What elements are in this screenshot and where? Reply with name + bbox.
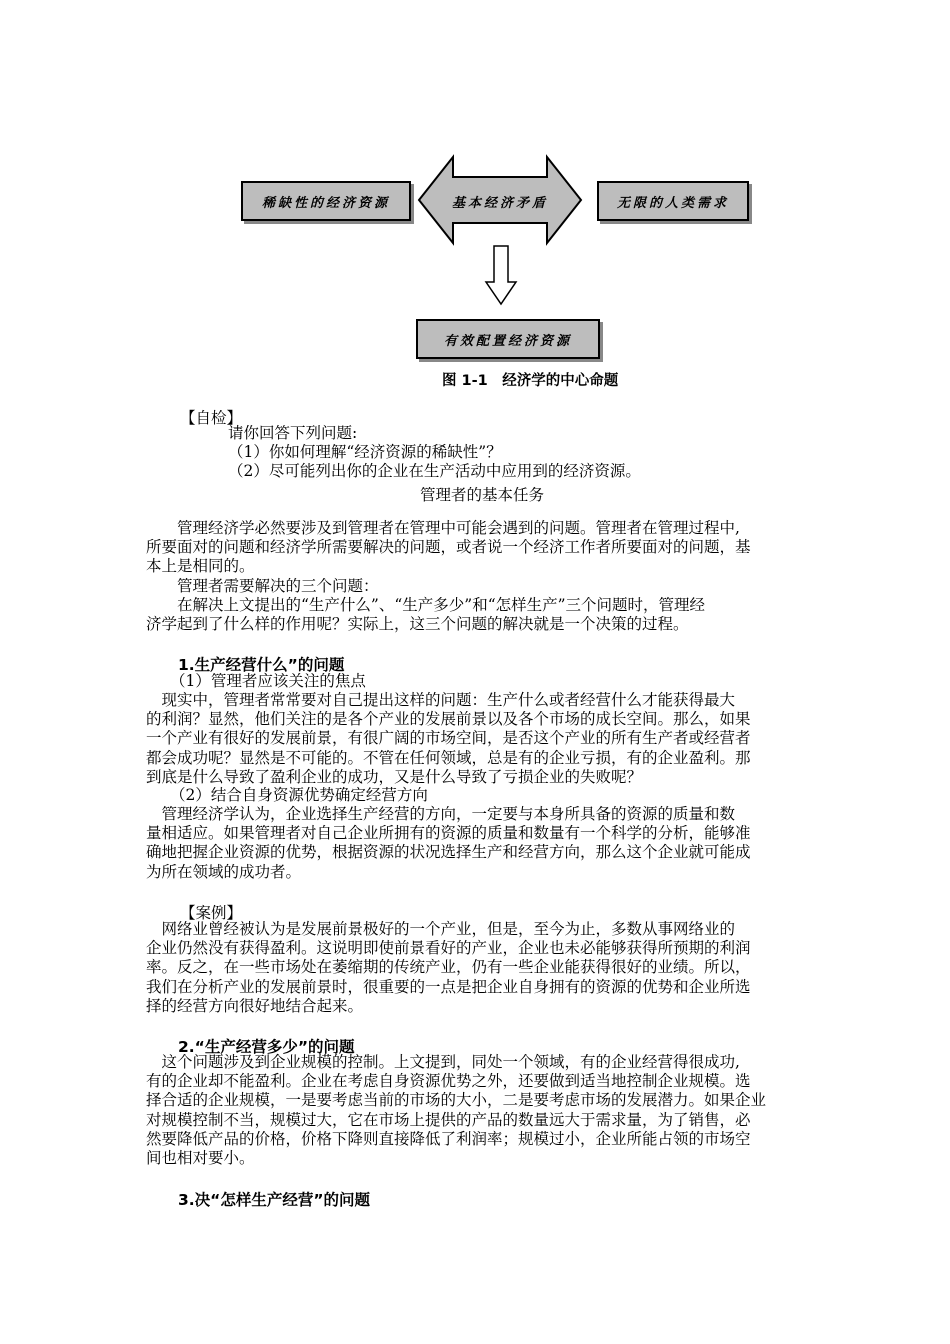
h1-paragraph-2 [146, 805, 806, 882]
basic-contradiction-label: 基本经济矛盾 [451, 196, 548, 211]
heading-1: 1.生产经营什么”的问题 [178, 656, 345, 674]
text-line: 现实中，管理者常常要对自己提出这样的问题：生产什么或者经营什么才能获得最大 [146, 691, 736, 709]
text-line: 的利润？显然，他们关注的是各个产业的发展前景以及各个市场的成长空间。那么，如果 [146, 710, 751, 729]
text-line: 本上是相同的。 [146, 557, 255, 576]
text-line: 济学起到了什么样的作用呢？实际上，这三个问题的解决就是一个决策的过程。 [146, 615, 689, 634]
text-line: 择合适的企业规模，一是要考虑当前的市场的大小，二是要考虑市场的发展潜力。如果企业 [146, 1091, 767, 1110]
unlimited-needs-box [597, 181, 749, 221]
h1-subheading-1: （1）管理者应该关注的焦点 [170, 672, 366, 690]
unlimited-needs-label: 无限的人类需求 [616, 195, 729, 211]
text-line: 在解决上文提出的“生产什么”、“生产多少”和“怎样生产”三个问题时，管理经 [146, 595, 706, 614]
text-line: 择的经营方向很好地结合起来。 [146, 996, 364, 1015]
allocate-resources-box [416, 319, 600, 359]
text-line: 网络业曾经被认为是发展前景极好的一个产业，但是，至今为止，多数从事网络业的 [146, 920, 736, 938]
text-line: 管理者需要解决的三个问题： [146, 576, 379, 595]
section-title: 管理者的基本任务 [420, 486, 545, 504]
text-line: 一个产业有很好的发展前景，有很广阔的市场空间，是否这个产业的所有生产者或经营者 [146, 729, 751, 748]
text-line: 对规模控制不当，规模过大，它在市场上提供的产品的数量远大于需求量，为了销售，必 [146, 1110, 751, 1129]
scarce-resources-box [241, 181, 411, 221]
text-line: 率。反之，在一些市场处在萎缩期的传统产业，仍有一些企业能获得很好的业绩。所以， [146, 958, 751, 977]
case-heading: 【案例】 [180, 904, 243, 922]
text-line: 企业仍然没有获得盈利。这说明即使前景看好的产业，企业也未必能够获得所预期的利润 [146, 939, 751, 958]
text-line: 这个问题涉及到企业规模的控制。上文提到，同处一个领域，有的企业经营得很成功, [146, 1053, 740, 1071]
h2-paragraph [146, 1053, 806, 1168]
text-line: 有的企业却不能盈利。企业在考虑自身资源优势之外，还要做到适当地控制企业规模。选 [146, 1072, 751, 1091]
down-arrow [484, 244, 518, 306]
heading-2: 2.“生产经营多少”的问题 [178, 1038, 355, 1056]
text-line: 量相适应。如果管理者对自己企业所拥有的资源的质量和数量有一个科学的分析，能够准 [146, 824, 751, 843]
h1-subheading-2: （2）结合自身资源优势确定经营方向 [170, 786, 428, 804]
self-check-heading: 【自检】 [180, 409, 243, 427]
text-line: 确地把握企业资源的优势，根据资源的状况选择生产和经营方向，那么这个企业就可能成 [146, 843, 751, 862]
text-line: 都会成功呢？显然是不可能的。不管在任何领域，总是有的企业亏损，有的企业盈利。那 [146, 748, 751, 767]
figure-caption: 图 1-1 经济学的中心命题 [442, 373, 619, 389]
text-line: 然要降低产品的价格，价格下降则直接降低了利润率；规模过小，企业所能占领的市场空 [146, 1129, 751, 1148]
text-line: 我们在分析产业的发展前景时，很重要的一点是把企业自身拥有的资源的优势和企业所选 [146, 977, 751, 996]
self-check-intro: 请你回答下列问题: [228, 424, 358, 442]
allocate-resources-label: 有效配置经济资源 [443, 333, 572, 349]
text-line: 到底是什么导致了盈利企业的成功，又是什么导致了亏损企业的失败呢？ [146, 767, 643, 786]
text-line: 间也相对要小。 [146, 1149, 255, 1168]
text-line: 为所在领域的成功者。 [146, 862, 302, 881]
self-check-q1: （1）你如何理解“经济资源的稀缺性”？ [228, 443, 502, 461]
intro-paragraph [146, 519, 806, 634]
text-line: 所要面对的问题和经济学所需要解决的问题，或者说一个经济工作者所要面对的问题，基 [146, 538, 751, 557]
text-line: 管理经济学认为，企业选择生产经营的方向，一定要与本身所具备的资源的质量和数 [146, 805, 736, 823]
self-check-q2: （2）尽可能列出你的企业在生产活动中应用到的经济资源。 [228, 462, 641, 480]
heading-3: 3.决“怎样生产经营”的问题 [178, 1191, 371, 1209]
h1-paragraph-1 [146, 691, 806, 787]
case-paragraph [146, 920, 806, 1016]
text-line: 管理经济学必然要涉及到管理者在管理中可能会遇到的问题。管理者在管理过程中, [146, 519, 740, 537]
scarce-resources-label: 稀缺性的经济资源 [261, 195, 390, 211]
